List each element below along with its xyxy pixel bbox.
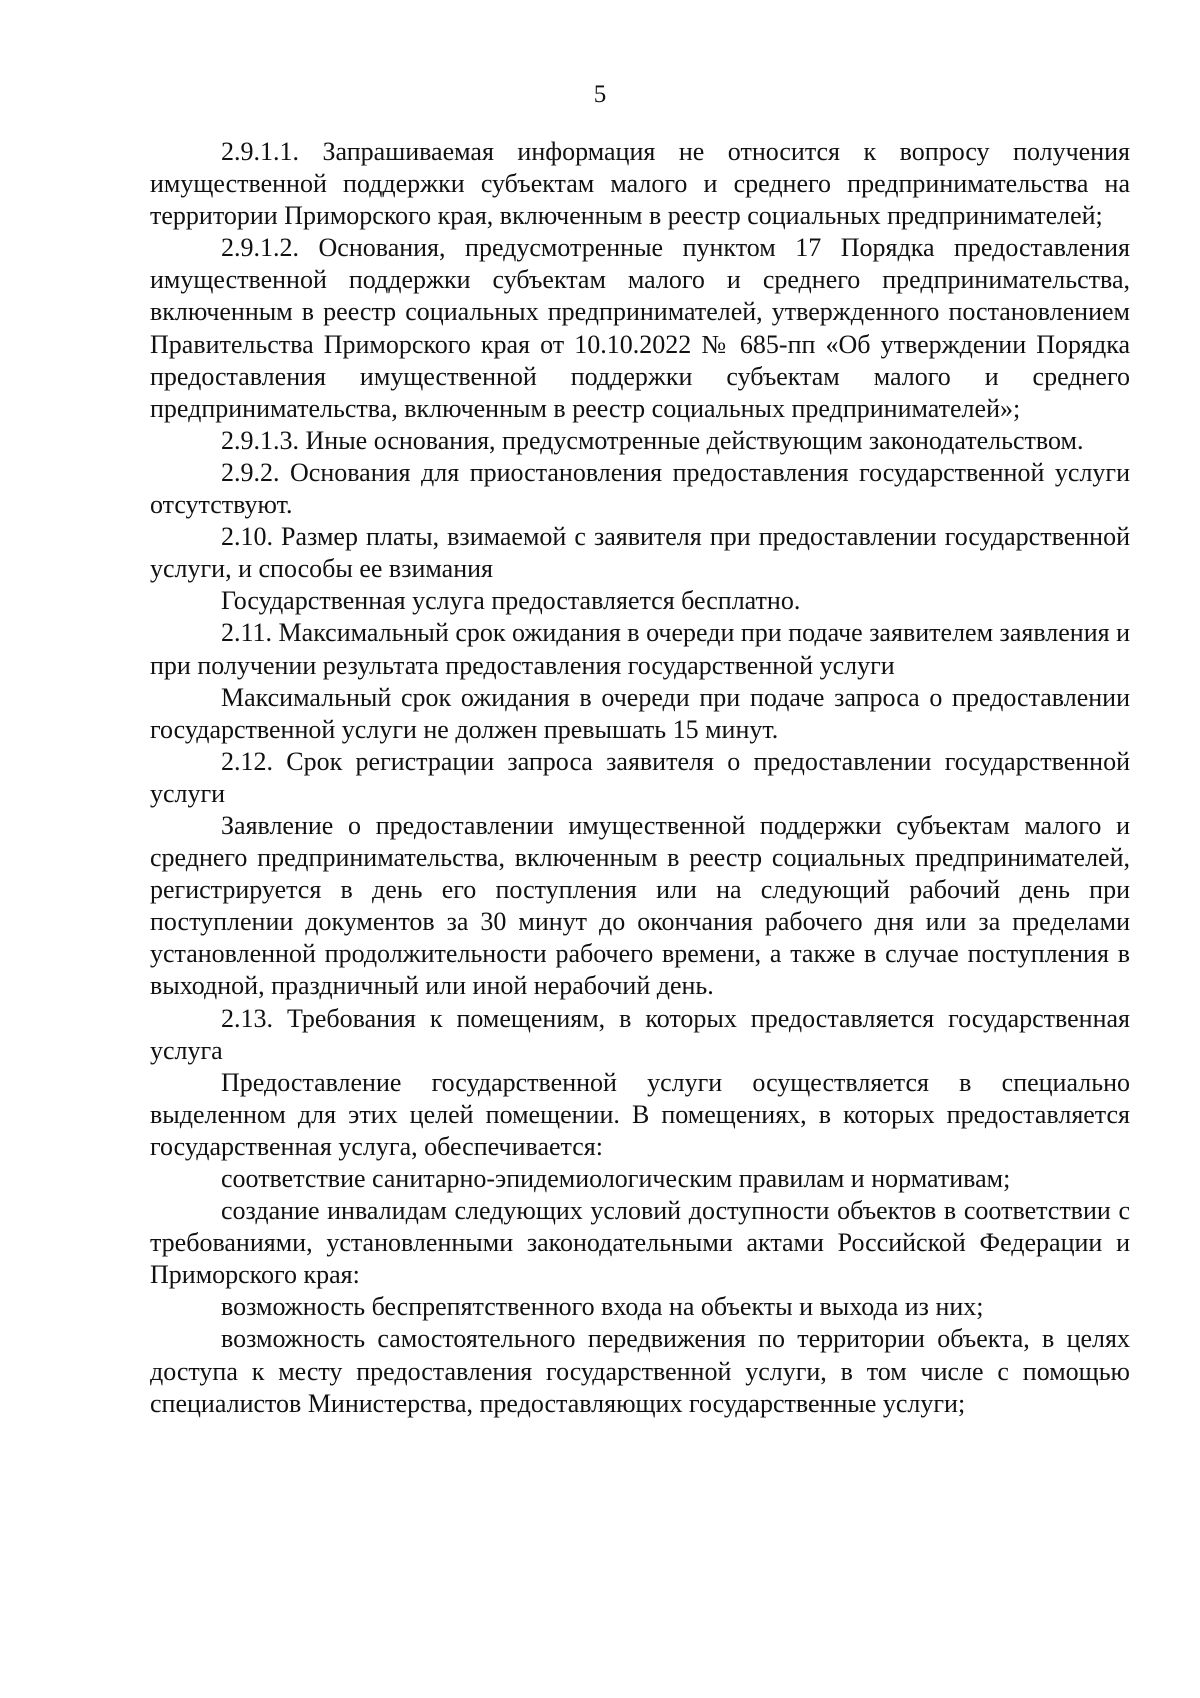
page-number: 5 [593,81,607,108]
paragraph-2-9-2: 2.9.2. Основания для приостановления предоставления государственной услуги отсутствуют. [150,457,1130,520]
paragraph-accessibility: создание инвалидам следующих условий доступности объектов в соответствии с требованиями, установленными законодательными актами Российской Федерации и Приморского края: [150,1196,1130,1290]
document-body [150,136,1130,1420]
heading-2-12: 2.12. Срок регистрации запроса заявителя о предоставлении государственной услуги [150,746,1130,808]
paragraph-registration-term: Заявление о предоставлении имущественной поддержки субъектам малого и среднего предпринимательства, включенным в реестр социальных предпринимателей, регистрируется в день его поступления или на следующий рабочий день при поступлении документов за 30 минут до окончания рабочего дня или за пределами установленной продолжительности рабочего времени, а также в случае поступления в выходной, праздничный или иной нерабочий день. [150,810,1130,1001]
heading-2-10: 2.10. Размер платы, взимаемой с заявителя при предоставлении государственной услуги, и способы ее взимания [150,522,1130,584]
paragraph-free-of-charge: Государственная услуга предоставляется бесплатно. [221,586,801,616]
heading-2-11: 2.11. Максимальный срок ожидания в очереди при подаче заявителем заявления и при получении результата предоставления государственной услуги [150,618,1130,680]
paragraph-premises: Предоставление государственной услуги осуществляется в специально выделенном для этих целей помещении. В помещениях, в которых предоставляется государственная услуга, обеспечивается: [150,1067,1130,1161]
heading-2-13: 2.13. Требования к помещениям, в которых предоставляется государственная услуга [150,1003,1130,1065]
paragraph-movement: возможность самостоятельного передвижения по территории объекта, в целях доступа к месту предоставления государственной услуги, в том числе с помощью специалистов Министерства, предоставляющих государственные услуги; [150,1324,1130,1418]
paragraph-sanitary: соответствие санитарно-эпидемиологическим правилам и нормативам; [221,1164,1011,1193]
paragraph-2-9-1-2: 2.9.1.2. Основания, предусмотренные пунктом 17 Порядка предоставления имущественной поддержки субъектам малого и среднего предпринимательства, включенным в реестр социальных предпринимателей, утвержденного постановлением Правительства Приморского края от 10.10.2022 № 685-пп «Об утверждении Порядка предоставления имущественной поддержки субъектам малого и среднего предпринимательства, включенным в реестр социальных предпринимателей»; [150,233,1130,423]
paragraph-entrance: возможность беспрепятственного входа на объекты и выхода из них; [221,1292,984,1322]
paragraph-max-waiting-time: Максимальный срок ожидания в очереди при подаче запроса о предоставлении государственной услуги не должен превышать 15 минут. [150,682,1130,744]
paragraph-2-9-1-1: 2.9.1.1. Запрашиваемая информация не относится к вопросу получения имущественной поддержки субъектам малого и среднего предпринимательства на территории Приморского края, включенным в реестр социальных предпринимателей; [150,137,1130,231]
paragraph-2-9-1-3: 2.9.1.3. Иные основания, предусмотренные действующим законодательством. [221,425,1084,455]
